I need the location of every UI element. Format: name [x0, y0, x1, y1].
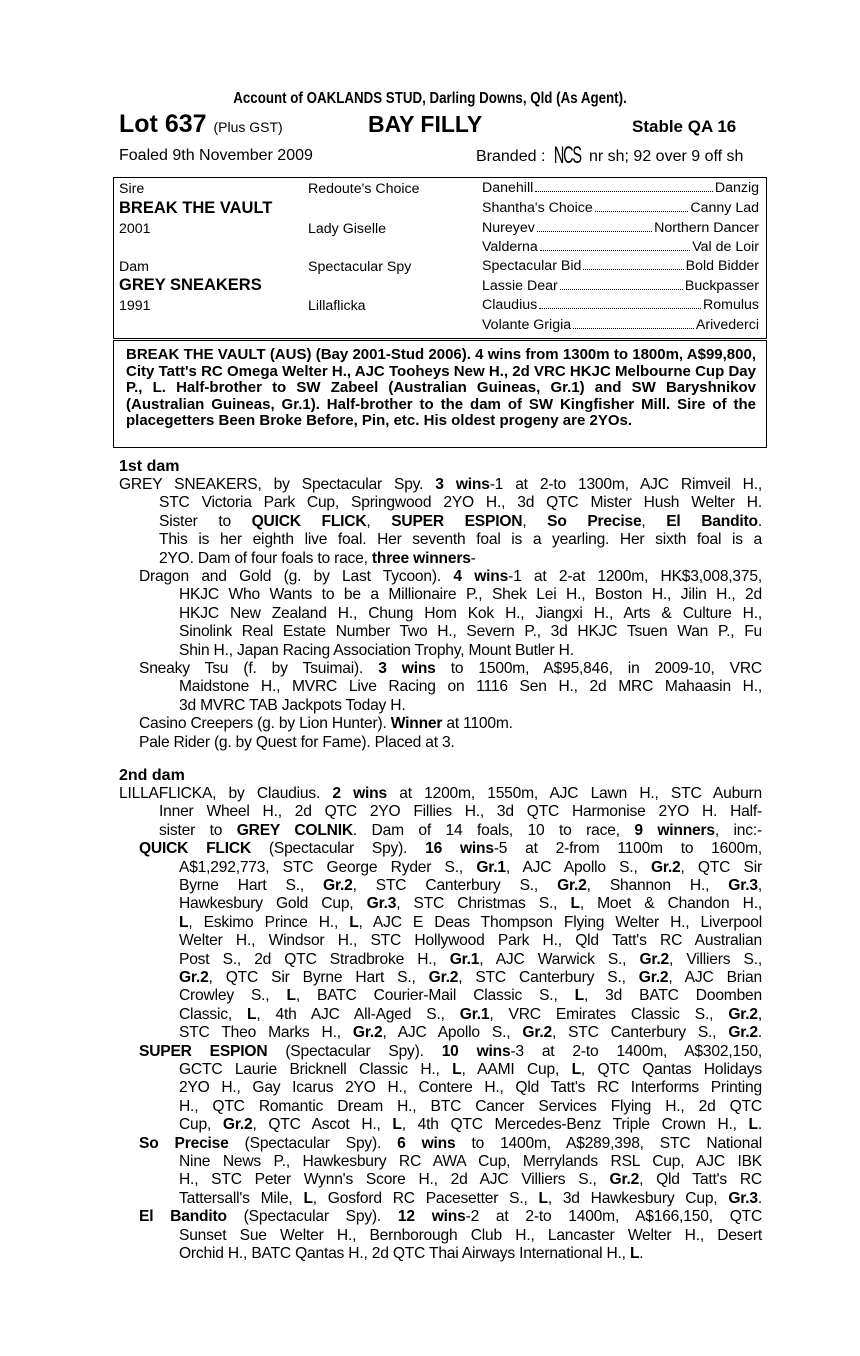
text-run: Shin H., Japan Racing Association Trophy, Mount Butler H. — [179, 641, 574, 659]
text-run: 10 wins — [441, 1042, 511, 1060]
second-dam-line — [139, 1135, 762, 1153]
text-run: Winner — [390, 715, 443, 733]
text-run: Nine News P., Hawkesbury RC AWA Cup, Merrylands RSL Cup, AJC IBK — [179, 1153, 762, 1170]
dot-leader — [595, 200, 689, 212]
text-run: . Dam of 14 foals, 10 to race, — [352, 821, 635, 839]
second-dam-line — [179, 895, 762, 913]
dot-leader — [583, 258, 683, 270]
text-run: SUPER ESPION — [139, 1042, 268, 1060]
text-run: Sunset Sue Welter H., Bernborough Club H., Lancaster Welter H., Desert — [179, 1226, 762, 1244]
text-run: . — [639, 1245, 644, 1262]
text-run: 12 wins — [397, 1208, 466, 1226]
dot-leader — [539, 297, 701, 309]
second-dam-line — [179, 932, 762, 950]
first-dam-line — [139, 660, 762, 678]
third-gen-name: Claudius — [482, 297, 538, 313]
branded-label: Branded : — [476, 148, 546, 165]
text-run: , AJC Brian — [668, 969, 762, 986]
text-run: A$1,292,773, STC George Ryder S., — [179, 858, 477, 876]
text-run: , STC Canterbury S., — [352, 877, 558, 894]
text-run: SUPER ESPION — [391, 512, 523, 530]
text-run: Casino Creepers (g. by Lion Hunter). — [139, 715, 391, 733]
sire-summary-box — [113, 340, 767, 448]
text-run: Gr.2 — [557, 877, 587, 894]
text-run: GREY COLNIK — [236, 821, 353, 839]
text-run: HKJC New Zealand H., Chung Hom Kok H., Jiangxi H., Arts & Culture H., — [179, 604, 762, 622]
first-dam-line — [179, 586, 762, 604]
text-run: , 4th AJC All-Aged S., — [256, 1005, 460, 1023]
grandsire-row — [482, 220, 759, 236]
text-run: , QTC Sir Byrne Hart S., — [208, 969, 429, 986]
lot-gst-note: (Plus GST) — [213, 119, 283, 135]
text-run: , QTC Qantas Holidays — [580, 1061, 762, 1078]
text-run: 16 wins — [425, 840, 494, 858]
text-run: at 1100m. — [442, 715, 513, 733]
second-dam-line — [179, 1098, 762, 1116]
text-run: , BATC Courier-Mail Classic S., — [295, 987, 575, 1005]
text-run: Hawkesbury Gold Cup, — [179, 895, 367, 913]
text-run: , AJC E Deas Thompson Flying Welter H., Liverpool — [358, 913, 762, 931]
dam-year: 1991 — [119, 298, 151, 314]
second-dam-line — [179, 859, 762, 877]
text-run: Sister to — [159, 512, 252, 530]
text-run: Cup, — [179, 1116, 223, 1134]
second-dam-line — [139, 1043, 762, 1061]
text-run: , Shannon H., — [586, 877, 729, 894]
text-run: at 1200m, 1550m, AJC Lawn H., STC Auburn — [386, 785, 763, 802]
text-run: Inner Wheel H., 2d QTC 2YO Fillies H., 3d QTC Harmonise 2YO H. Half- — [159, 803, 762, 821]
second-dam-line — [179, 1171, 762, 1189]
second-dam-line — [179, 1116, 762, 1134]
grandsire-row — [482, 239, 759, 255]
grandsire-row — [482, 180, 759, 196]
text-run: -3 at 2-to 1400m, A$302,150, — [510, 1042, 762, 1060]
text-run: Gr.2 — [728, 1005, 758, 1023]
vendor-account: Account of OAKLANDS STUD, Darling Downs, Qld (As Agent). — [233, 90, 627, 107]
text-run: . — [757, 1189, 763, 1207]
second-dam-line — [179, 1079, 762, 1097]
text-run: El Bandito — [666, 512, 758, 530]
second-dam-line — [179, 1024, 762, 1042]
sire-year: 2001 — [119, 221, 151, 237]
first-dam-line — [179, 697, 405, 715]
third-gen-name: Shantha's Choice — [482, 200, 593, 216]
text-run: H., STC Peter Wynn's Score H., 2d AJC Villiers S., — [179, 1171, 610, 1189]
text-run: Crowley S., — [179, 987, 287, 1005]
text-run: , — [757, 877, 762, 894]
text-run: , 4th QTC Mercedes-Benz Triple Crown H., — [401, 1116, 749, 1134]
text-run: Gr.2 — [323, 877, 353, 894]
text-run: L — [571, 1061, 581, 1078]
text-run: Gr.1 — [449, 950, 480, 968]
second-dam-line — [139, 840, 762, 858]
text-run: Gr.1 — [459, 1005, 490, 1023]
text-run: Byrne Hart S., — [179, 877, 324, 894]
text-run: Maidstone H., MVRC Live Racing on 1116 Sen H., 2d MRC Mahaasin H., — [179, 678, 762, 696]
sire-sire: Redoute's Choice — [308, 181, 420, 197]
text-run: L — [303, 1189, 313, 1207]
text-run: QUICK FLICK — [139, 840, 252, 858]
second-dam-line — [179, 1245, 643, 1263]
text-run: L — [570, 895, 580, 913]
text-run: Gr.3 — [366, 895, 397, 913]
text-run: Dragon and Gold (g. by Last Tycoon). — [139, 568, 454, 585]
horse-description: BAY FILLY — [368, 111, 483, 137]
dot-leader — [537, 220, 652, 232]
text-run: (Spectacular Spy). — [267, 1042, 442, 1060]
first-dam-line — [159, 550, 476, 568]
dam-dam: Lillaflicka — [308, 298, 366, 314]
text-run: Classic, — [179, 1005, 248, 1023]
first-dam-line — [179, 605, 762, 623]
text-run: Tattersall's Mile, — [179, 1189, 304, 1207]
second-dam-line — [179, 951, 762, 969]
text-run: L — [629, 1245, 640, 1262]
text-run: . — [757, 1024, 763, 1042]
second-dam-line — [179, 969, 762, 987]
text-run: , Eskimo Prince H., — [188, 913, 350, 931]
dam-name: GREY SNEAKERS — [119, 276, 262, 294]
dot-leader — [560, 278, 683, 290]
text-run: QUICK FLICK — [251, 512, 367, 530]
text-run: , QTC Sir — [680, 858, 762, 876]
text-run: Gr.2 — [639, 950, 670, 968]
second-dam-line — [159, 822, 762, 840]
second-dam-heading: 2nd dam — [119, 767, 185, 784]
branded-text: nr sh; 92 over 9 off sh — [588, 148, 744, 165]
text-run: HKJC Who Wants to be a Millionaire P., Shek Lei H., Boston H., Jilin H., 2d — [179, 586, 762, 604]
grandsire-row — [482, 200, 759, 216]
sire-dam: Lady Giselle — [308, 221, 387, 237]
text-run: , — [757, 1005, 762, 1023]
text-run: , inc:- — [714, 821, 762, 839]
text-run: 2 wins — [332, 785, 387, 802]
third-gen-sire: Danzig — [714, 180, 759, 196]
text-run: L — [452, 1061, 462, 1078]
text-run: 2YO. Dam of four foals to race, — [159, 549, 372, 567]
text-run: sister to — [159, 821, 237, 839]
text-run: , STC Christmas S., — [396, 895, 571, 913]
text-run: 3d MVRC TAB Jackpots Today H. — [179, 696, 406, 714]
second-dam-line — [179, 877, 762, 895]
text-run: L — [286, 987, 296, 1005]
text-run: El Bandito — [139, 1208, 227, 1226]
second-dam-line — [179, 987, 762, 1005]
second-dam-line — [159, 803, 762, 821]
text-run: Gr.1 — [476, 858, 506, 876]
text-run: 9 winners — [634, 821, 715, 839]
text-run: 2YO H., Gay Icarus 2YO H., Contere H., Qld Tatt's RC Interforms Printing — [179, 1079, 762, 1097]
text-run: L — [349, 913, 359, 931]
text-run: So Precise — [547, 512, 642, 530]
third-gen-sire: Romulus — [703, 297, 759, 313]
text-run: , — [366, 512, 392, 530]
third-gen-sire: Val de Loir — [692, 239, 759, 255]
dot-leader — [540, 239, 690, 251]
first-dam-line — [139, 715, 513, 733]
text-run: , Villiers S., — [669, 950, 762, 968]
sire-summary: BREAK THE VAULT (AUS) (Bay 2001-Stud 2006). 4 wins from 1300m to 1800m, A$99,800, City Tatt's RC Omega Welter H., AJC Tooheys New H., 2d VRC HKJC Melbourne Cup Day P., L. Half-brother to SW Zabeel (Australian Guineas, Gr.1) and SW Baryshnikov (Australian Guineas, Gr.1). Half-brother to the dam of SW Kingfisher Mill. Sire of the placegetters Been Broke Before, Pin, etc. His oldest progeny are 2YOs. — [126, 346, 756, 430]
text-run: , 3d Hawkesbury Cup, — [547, 1189, 729, 1207]
pedigree-table — [113, 177, 767, 339]
text-run: -1 at 2-at 1200m, HK$3,008,375, — [508, 568, 762, 585]
first-dam-line — [139, 734, 455, 752]
first-dam-heading: 1st dam — [119, 458, 180, 475]
first-dam-line — [179, 678, 762, 696]
text-run: Sinolink Real Estate Number Two H., Severn P., 3d HKJC Tsuen Wan P., Fu — [179, 623, 762, 641]
text-run: Post S., 2d QTC Stradbroke H., — [179, 950, 450, 968]
first-dam-line — [159, 513, 762, 531]
lot-label: Lot 637 — [119, 110, 207, 138]
text-run: L — [748, 1116, 758, 1134]
text-run: (Spectacular Spy). — [226, 1208, 398, 1226]
text-run: Orchid H., BATC Qantas H., 2d QTC Thai Airways International H., — [179, 1245, 630, 1262]
text-run: L — [179, 913, 189, 931]
first-dam-line — [159, 494, 762, 512]
text-run: L — [247, 1005, 257, 1023]
first-dam-line — [119, 476, 762, 494]
text-run: , VRC Emirates Classic S., — [489, 1005, 729, 1023]
text-run: -1 at 2-to 1300m, AJC Rimveil H., — [489, 476, 762, 493]
text-run: to 1400m, A$289,398, STC National — [455, 1134, 762, 1152]
text-run: L — [574, 987, 584, 1005]
third-gen-sire: Arivederci — [695, 317, 759, 333]
text-run: Welter H., Windsor H., STC Hollywood Park H., Qld Tatt's RC Australian — [179, 932, 762, 950]
text-run: Pale Rider (g. by Quest for Fame). Placed at 3. — [139, 733, 455, 751]
text-run: LILLAFLICKA, by Claudius. — [119, 785, 333, 802]
text-run: 4 wins — [453, 568, 509, 585]
text-run: , — [522, 512, 548, 530]
text-run: - — [470, 549, 476, 567]
text-run: (Spectacular Spy). — [251, 840, 426, 858]
text-run: to 1500m, A$95,846, in 2009-10, VRC — [435, 660, 762, 677]
second-dam-line — [179, 1006, 762, 1024]
third-gen-name: Spectacular Bid — [482, 258, 582, 274]
sire-label: Sire — [119, 181, 145, 197]
third-gen-name: Lassie Dear — [482, 278, 558, 294]
grandsire-row — [482, 258, 759, 274]
second-dam-line — [179, 1153, 762, 1171]
text-run: Gr.2 — [352, 1024, 383, 1042]
text-run: Gr.2 — [638, 969, 669, 986]
second-dam-line — [139, 1208, 762, 1226]
third-gen-sire: Buckpasser — [684, 278, 759, 294]
text-run: Gr.2 — [609, 1171, 640, 1189]
second-dam-line — [179, 1227, 762, 1245]
third-gen-sire: Bold Bidder — [685, 258, 759, 274]
text-run: , STC Canterbury S., — [458, 969, 639, 986]
text-run: , QTC Ascot H., — [252, 1116, 393, 1134]
second-dam-line — [179, 1061, 762, 1079]
text-run: , Qld Tatt's RC — [639, 1171, 762, 1189]
text-run: three winners — [371, 549, 471, 567]
dam-sire: Spectacular Spy — [308, 259, 412, 275]
third-gen-name: Valderna — [482, 239, 538, 255]
third-gen-name: Danehill — [482, 180, 534, 196]
text-run: . — [757, 1116, 762, 1134]
stable-number: Stable QA 16 — [632, 117, 737, 136]
dot-leader — [535, 180, 713, 192]
text-run: , — [641, 512, 667, 530]
foaled-date: Foaled 9th November 2009 — [119, 147, 313, 164]
text-run: Gr.2 — [179, 969, 209, 986]
first-dam-line — [139, 568, 762, 586]
brand-mark: NCS — [553, 142, 581, 169]
third-gen-name: Nureyev — [482, 220, 535, 236]
text-run: , 3d BATC Doomben — [583, 987, 763, 1005]
second-dam-line — [179, 914, 762, 932]
text-run: Gr.2 — [522, 1024, 552, 1042]
grandsire-row — [482, 278, 759, 294]
text-run: So Precise — [139, 1134, 229, 1152]
text-run: , Gosford RC Pacesetter S., — [312, 1189, 539, 1207]
text-run: , AJC Apollo S., — [382, 1024, 523, 1042]
text-run: Gr.3 — [728, 877, 758, 894]
text-run: Sneaky Tsu (f. by Tsuimai). — [139, 660, 379, 677]
grandsire-row — [482, 297, 759, 313]
text-run: , Moet & Chandon H., — [579, 895, 762, 913]
dam-label: Dam — [119, 259, 149, 275]
text-run: L — [392, 1116, 402, 1134]
second-dam-line — [119, 785, 762, 803]
text-run: STC Victoria Park Cup, Springwood 2YO H., 3d QTC Mister Hush Welter H. — [159, 494, 762, 512]
text-run: Gr.2 — [428, 969, 459, 986]
brand-info — [476, 142, 743, 170]
text-run: L — [538, 1189, 548, 1207]
third-gen-sire: Canny Lad — [690, 200, 759, 216]
text-run: , AJC Warwick S., — [479, 950, 640, 968]
third-gen-sire: Northern Dancer — [654, 220, 759, 236]
grandsire-row — [482, 317, 759, 333]
lot-number — [119, 110, 283, 139]
third-gen-name: Volante Grigia — [482, 317, 572, 333]
second-dam-line — [179, 1190, 762, 1208]
text-run: , AAMI Cup, — [461, 1061, 572, 1078]
first-dam-line — [179, 642, 574, 660]
text-run: GCTC Laurie Bricknell Classic H., — [179, 1061, 453, 1078]
text-run: 3 wins — [378, 660, 436, 677]
text-run: GREY SNEAKERS, by Spectacular Spy. — [119, 476, 436, 493]
text-run: STC Theo Marks H., — [179, 1024, 353, 1042]
text-run: Gr.2 — [222, 1116, 253, 1134]
first-dam-line — [159, 531, 762, 549]
sire-name: BREAK THE VAULT — [119, 199, 273, 217]
text-run: Gr.2 — [728, 1024, 758, 1042]
text-run: H., QTC Romantic Dream H., BTC Cancer Services Flying H., 2d QTC — [179, 1097, 762, 1115]
first-dam-line — [179, 623, 762, 641]
dot-leader — [573, 317, 694, 329]
text-run: This is her eighth live foal. Her seventh foal is a yearling. Her sixth foal is a — [159, 531, 762, 549]
text-run: Gr.3 — [728, 1189, 758, 1207]
text-run: Gr.2 — [650, 858, 681, 876]
text-run: -5 at 2-from 1100m to 1600m, — [493, 840, 762, 858]
text-run: 3 wins — [435, 476, 490, 493]
text-run: , AJC Apollo S., — [505, 858, 651, 876]
text-run: -2 at 2-to 1400m, A$166,150, QTC — [465, 1208, 763, 1226]
text-run: . — [757, 512, 762, 530]
text-run: , STC Canterbury S., — [551, 1024, 729, 1042]
text-run: (Spectacular Spy). — [228, 1134, 398, 1152]
text-run: 6 wins — [397, 1134, 456, 1152]
